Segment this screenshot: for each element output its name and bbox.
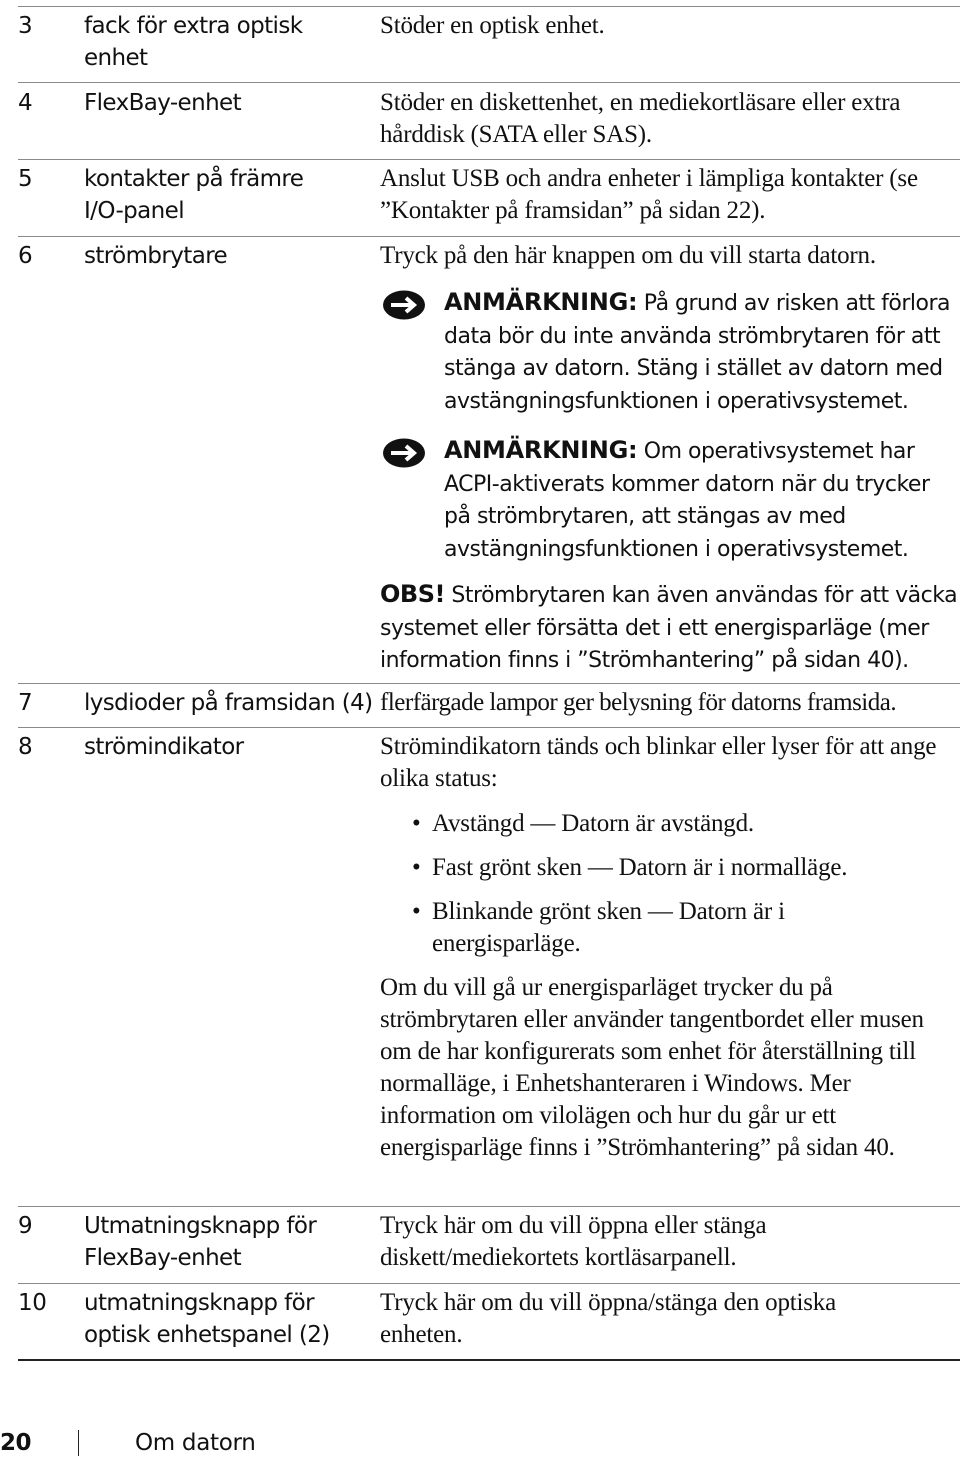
table-bottom-rule xyxy=(18,1359,960,1361)
row-name: Utmatningsknapp för FlexBay-enhet xyxy=(84,1213,317,1271)
row-name: lysdioder på framsidan (4) xyxy=(84,690,373,716)
row-name: strömbrytare xyxy=(84,243,228,269)
note-text: Om operativsystemet har ACPI-aktiverats kommer datorn när du trycker på strömbrytaren, att stängas av med avstängningsfunktionen i operativsystemet. xyxy=(444,439,930,562)
row-divider xyxy=(18,727,960,728)
row-description: Tryck här om du vill öppna eller stänga diskett/mediekortets kortläsarpanell. xyxy=(380,1212,767,1271)
note-icon xyxy=(382,438,426,468)
section-title: Om datorn xyxy=(135,1430,256,1456)
row-number: 6 xyxy=(18,243,33,269)
row-number: 3 xyxy=(18,13,33,39)
footer-divider xyxy=(78,1430,79,1456)
row-name: fack för extra optisk enhet xyxy=(84,13,303,71)
row-divider xyxy=(18,683,960,684)
obs-note xyxy=(380,578,958,678)
row-number: 10 xyxy=(18,1290,47,1316)
power-paragraph: Om du vill gå ur energisparläget trycker du på strömbrytaren eller använder tangentbordet eller musen om de har konfigurerats som enhet för återställning till normalläge, i Enhetshanteraren i Windows. Mer information om vilolägen och hur du går ur ett energisparläge finns i ”Strömhantering” på sidan 40. xyxy=(380,974,924,1161)
row-number: 5 xyxy=(18,166,33,192)
row-description: Tryck här om du vill öppna/stänga den optiska enheten. xyxy=(380,1289,836,1348)
list-item-text: Blinkande grönt sken — Datorn är i energisparläge. xyxy=(432,898,785,957)
row-number: 7 xyxy=(18,690,33,716)
row-name: FlexBay-enhet xyxy=(84,90,242,116)
note-text: På grund av risken att förlora data bör du inte använda strömbrytaren för att stänga av datorn. Stäng i stället av datorn med avstängningsfunktionen i operativsystemet. xyxy=(444,291,951,414)
obs-text: Strömbrytaren kan även användas för att väcka systemet eller försätta det i ett energisparläge (mer information finns i ”Strömhantering” på sidan 40). xyxy=(380,583,958,673)
row-divider xyxy=(18,1206,960,1207)
row-divider xyxy=(18,159,960,160)
row-description: flerfärgade lampor ger belysning för datorns framsida. xyxy=(380,689,897,716)
table-top-rule xyxy=(18,6,960,7)
note-label: ANMÄRKNING: xyxy=(444,436,638,464)
row-number: 4 xyxy=(18,90,33,116)
row-number: 8 xyxy=(18,734,33,760)
row-description: Stöder en optisk enhet. xyxy=(380,12,605,39)
page-number: 20 xyxy=(0,1430,32,1456)
row-name: strömindikator xyxy=(84,734,244,760)
list-item-text: Avstängd — Datorn är avstängd. xyxy=(432,810,754,837)
row-divider xyxy=(18,1283,960,1284)
row-description: Strömindikatorn tänds och blinkar eller lyser för att ange olika status: xyxy=(380,733,937,792)
note-icon xyxy=(382,290,426,320)
row-description: Tryck på den här knappen om du vill starta datorn. xyxy=(380,242,876,269)
row-description: Anslut USB och andra enheter i lämpliga kontakter (se ”Kontakter på framsidan” på sidan 22). xyxy=(380,165,918,224)
row-divider xyxy=(18,82,960,83)
row-description: Stöder en diskettenhet, en mediekortläsare eller extra hårddisk (SATA eller SAS). xyxy=(380,89,901,148)
row-divider xyxy=(18,236,960,237)
list-item-text: Fast grönt sken — Datorn är i normalläge. xyxy=(432,854,848,881)
note-label: ANMÄRKNING: xyxy=(444,288,638,316)
row-number: 9 xyxy=(18,1213,33,1239)
obs-label: OBS! xyxy=(380,580,445,608)
row-name: kontakter på främre I/O-panel xyxy=(84,166,304,224)
row-name: utmatningsknapp för optisk enhetspanel (2) xyxy=(84,1290,330,1348)
